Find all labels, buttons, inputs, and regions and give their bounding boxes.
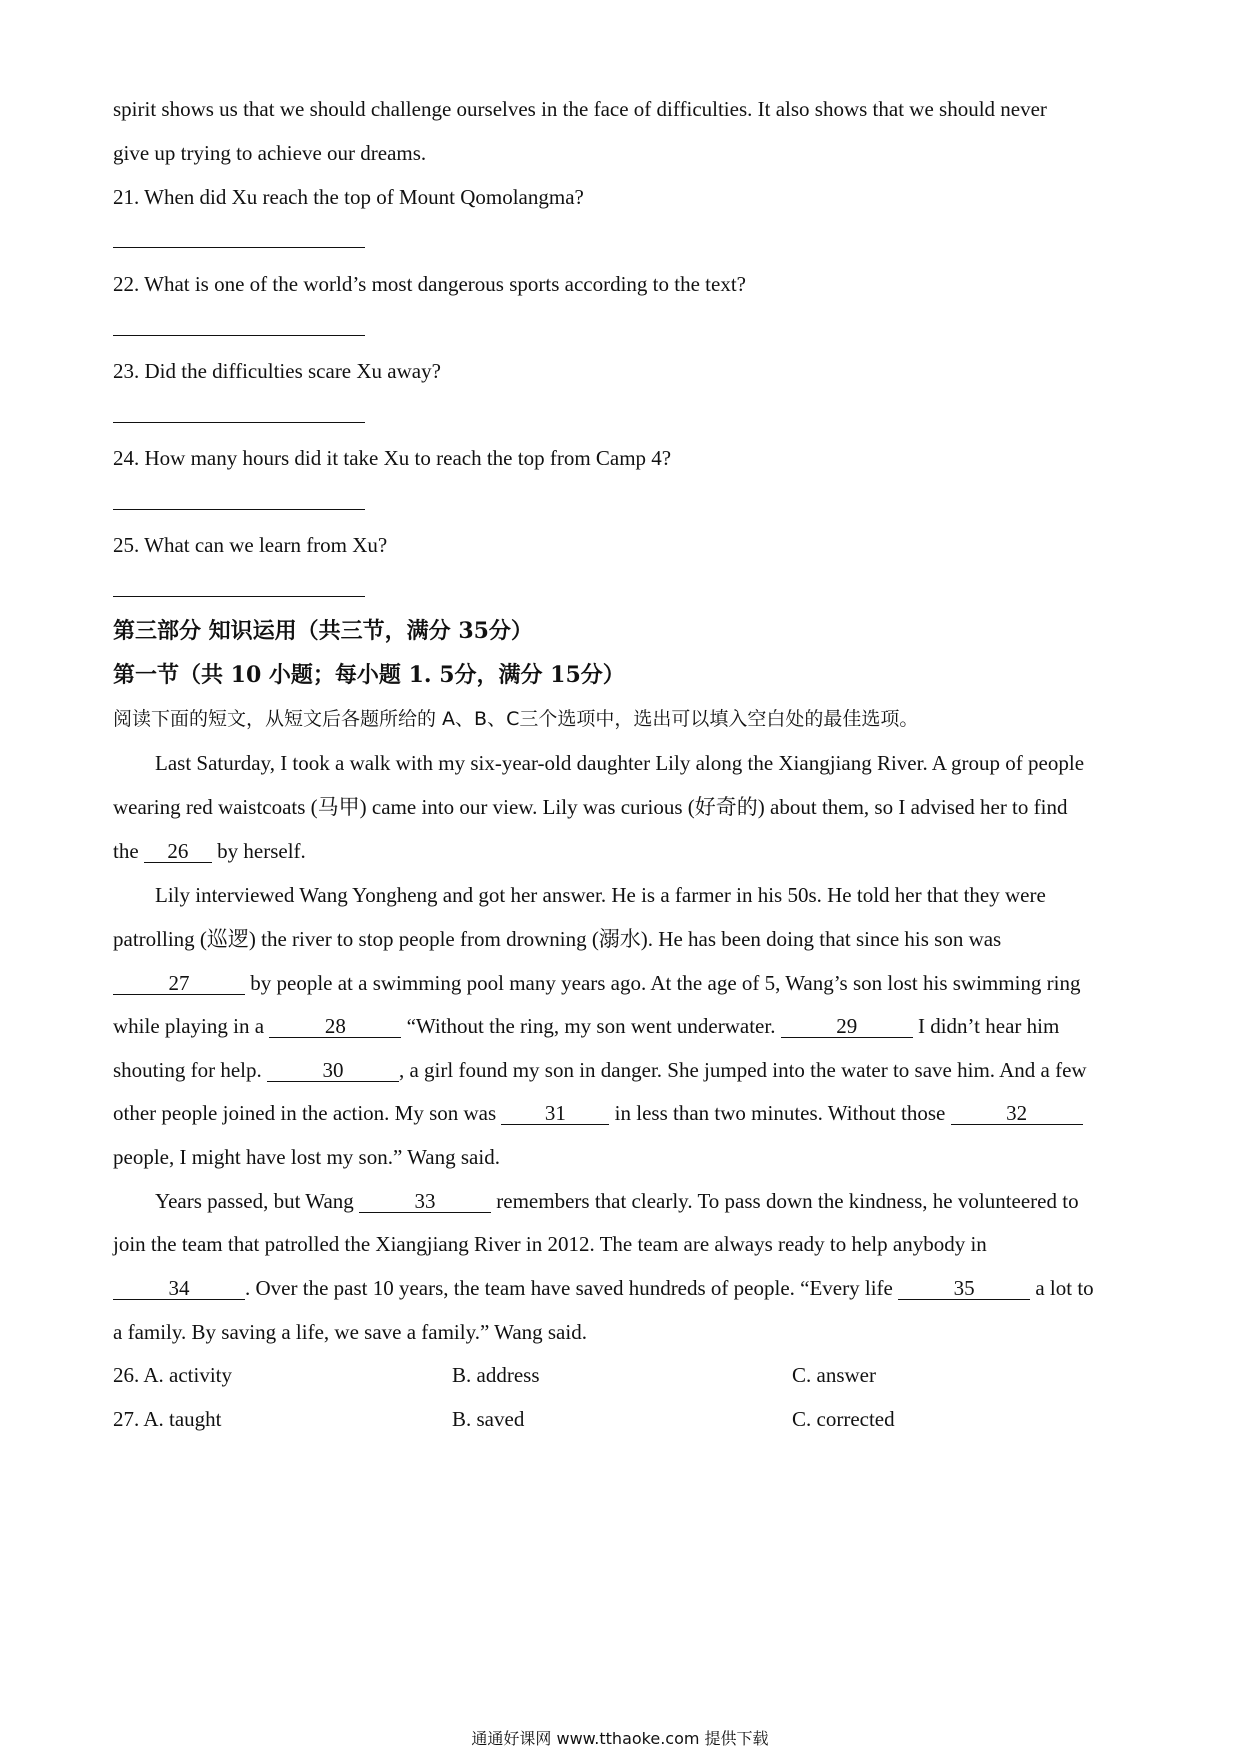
blank-34[interactable]: 34 (113, 1277, 245, 1300)
passage-line: people, I might have lost my son.” Wang said. (113, 1145, 500, 1169)
option-26-c[interactable]: C. answer (792, 1363, 876, 1387)
blank-28[interactable]: 28 (269, 1015, 401, 1038)
option-27-a[interactable]: 27. A. taught (113, 1407, 222, 1431)
blank-30[interactable]: 30 (267, 1059, 399, 1082)
passage-line: Lily interviewed Wang Yongheng and got her answer. He is a farmer in his 50s. He told her that they were (155, 883, 1046, 907)
passage-line (113, 1013, 1059, 1039)
question-23: 23. Did the difficulties scare Xu away? (113, 359, 441, 383)
passage-text: . Over the past 10 years, the team have saved hundreds of people. “Every life (245, 1276, 899, 1300)
passage-text: shouting for help. (113, 1058, 267, 1082)
question-22: 22. What is one of the world’s most dangerous sports according to the text? (113, 272, 746, 296)
passage-line (113, 970, 1081, 996)
passage-line: patrolling (巡逻) the river to stop people from drowning (溺水). He has been doing that since his son was (113, 927, 1002, 951)
option-26-b[interactable]: B. address (452, 1363, 540, 1387)
passage-text: remembers that clearly. To pass down the kindness, he volunteered to (491, 1189, 1079, 1213)
passage-line (113, 1275, 1094, 1301)
passage-text: I didn’t hear him (912, 1014, 1060, 1038)
passage-line (113, 838, 306, 864)
passage-line (113, 1100, 1083, 1126)
blank-26[interactable]: 26 (144, 840, 212, 863)
passage-text: by people at a swimming pool many years ago. At the age of 5, Wang’s son lost his swimming ring (245, 971, 1081, 995)
answer-line-25[interactable] (113, 596, 365, 597)
passage-line (155, 1188, 1079, 1214)
blank-33[interactable]: 33 (359, 1190, 491, 1213)
instruction-text: 阅读下面的短文，从短文后各题所给的 A、B、C三个选项中，选出可以填入空白处的最佳选项。 (113, 708, 919, 730)
answer-line-23[interactable] (113, 422, 365, 423)
passage-text: by herself. (211, 839, 306, 863)
passage-text: a lot to (1030, 1276, 1094, 1300)
passage-text: other people joined in the action. My son was (113, 1101, 502, 1125)
blank-32[interactable]: 32 (951, 1102, 1083, 1125)
passage-line: join the team that patrolled the Xiangjiang River in 2012. The team are always ready to help anybody in (113, 1232, 987, 1256)
passage-text: , a girl found my son in danger. She jumped into the water to save him. And a few (398, 1058, 1087, 1082)
blank-31[interactable]: 31 (501, 1102, 609, 1125)
question-24: 24. How many hours did it take Xu to reach the top from Camp 4? (113, 446, 672, 470)
section-heading: 第三部分 知识运用（共三节，满分 35分） (113, 618, 533, 644)
passage-text: while playing in a (113, 1014, 270, 1038)
blank-27[interactable]: 27 (113, 972, 245, 995)
answer-line-22[interactable] (113, 335, 365, 336)
question-21: 21. When did Xu reach the top of Mount Qomolangma? (113, 185, 584, 209)
option-27-c[interactable]: C. corrected (792, 1407, 895, 1431)
option-26-a[interactable]: 26. A. activity (113, 1363, 232, 1387)
passage-line: wearing red waistcoats (马甲) came into our view. Lily was curious (好奇的) about them, so I advised her to find (113, 795, 1068, 819)
intro-line-1: spirit shows us that we should challenge ourselves in the face of difficulties. It also shows that we should never (113, 97, 1047, 121)
passage-text: Years passed, but Wang (155, 1189, 360, 1213)
blank-29[interactable]: 29 (781, 1015, 913, 1038)
passage-text: “Without the ring, my son went underwater. (401, 1014, 781, 1038)
answer-line-24[interactable] (113, 509, 365, 510)
section-sub-heading: 第一节（共 10 小题；每小题 1. 5分，满分 15分） (113, 662, 625, 688)
option-27-b[interactable]: B. saved (452, 1407, 525, 1431)
question-25: 25. What can we learn from Xu? (113, 533, 388, 557)
passage-text: the (113, 839, 144, 863)
page-footer: 通通好课网 www.tthaoke.com 提供下载 (471, 1729, 769, 1748)
answer-line-21[interactable] (113, 247, 365, 248)
blank-35[interactable]: 35 (898, 1277, 1030, 1300)
passage-line: a family. By saving a life, we save a family.” Wang said. (113, 1320, 587, 1344)
passage-line: Last Saturday, I took a walk with my six-year-old daughter Lily along the Xiangjiang River. A group of people (155, 751, 1085, 775)
intro-line-2: give up trying to achieve our dreams. (113, 141, 427, 165)
passage-text: in less than two minutes. Without those (609, 1101, 951, 1125)
passage-line (113, 1057, 1087, 1083)
